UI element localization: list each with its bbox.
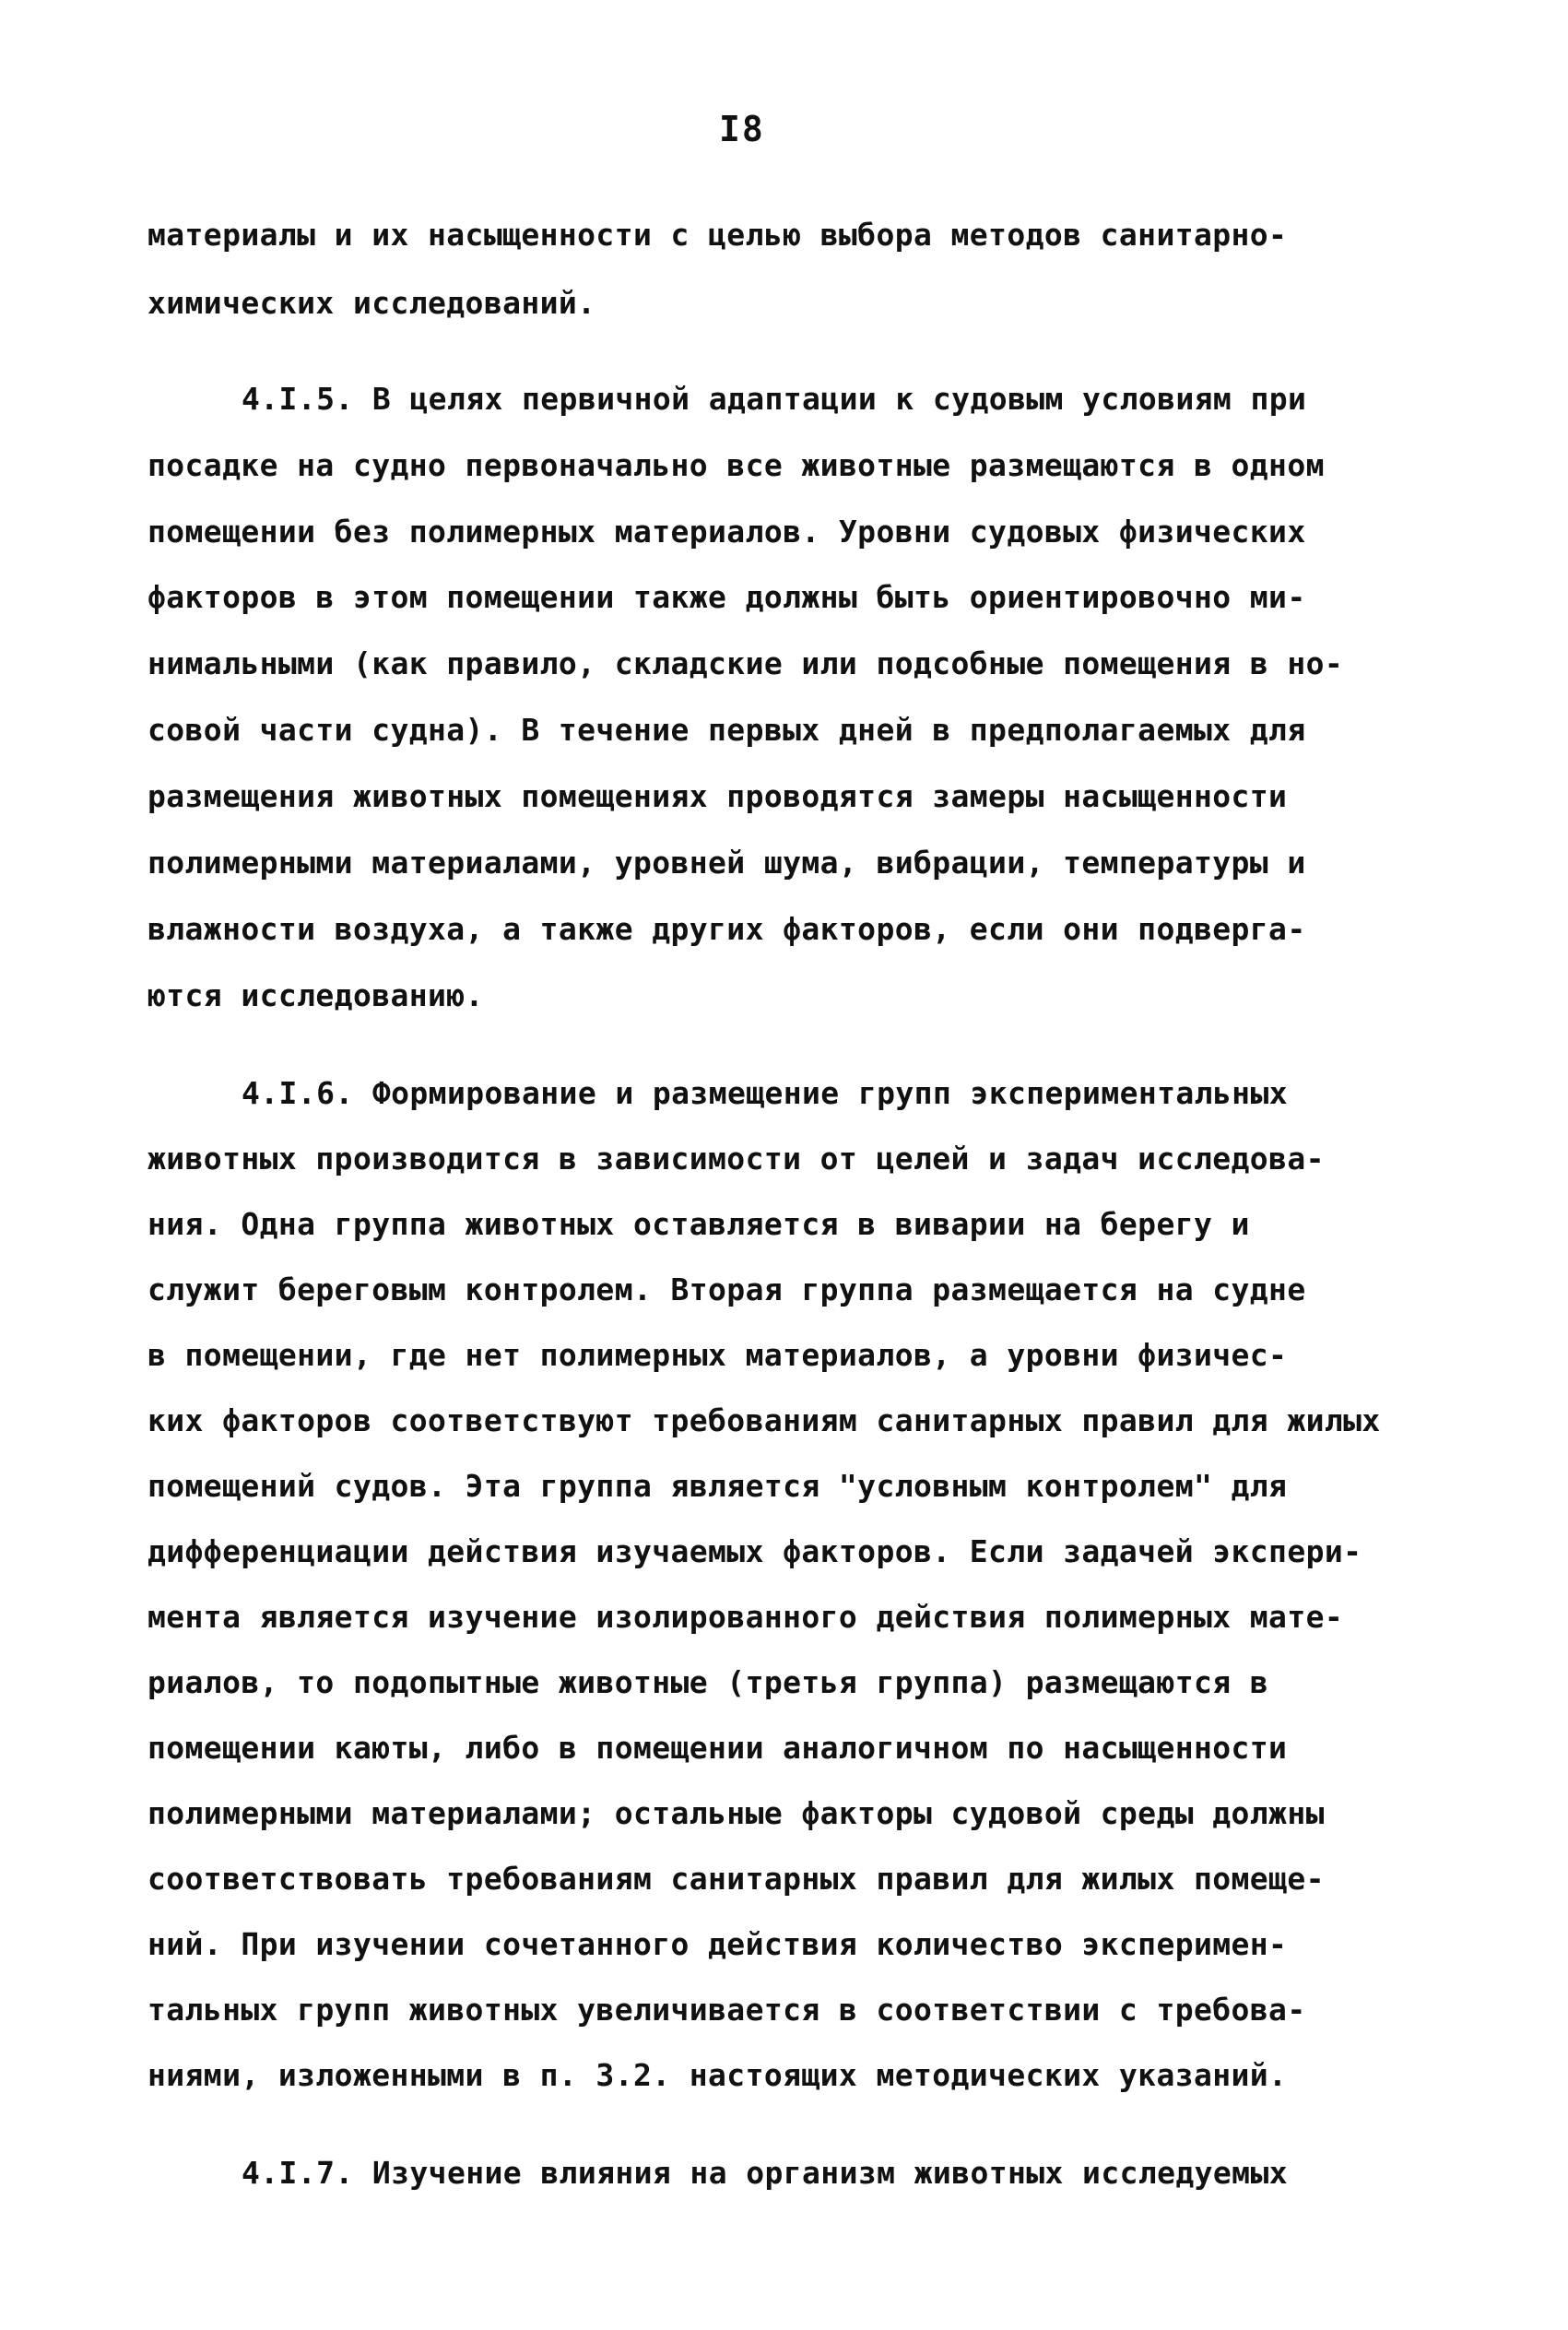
- text-line: тальных групп животных увеличивается в соответствии с требова-: [147, 1992, 1306, 2028]
- text-line: мента является изучение изолированного действия полимерных мате-: [147, 1599, 1344, 1635]
- text-line: помещении без полимерных материалов. Уровни судовых физических: [147, 514, 1306, 550]
- text-line: влажности воздуха, а также других факторов, если они подверга-: [147, 911, 1306, 947]
- text-line: соответствовать требованиям санитарных правил для жилых помеще-: [147, 1861, 1325, 1897]
- text-line: ются исследованию.: [147, 977, 484, 1013]
- text-line: риалов, то подопытные животные (третья группа) размещаются в: [147, 1664, 1269, 1700]
- text-line: полимерными материалами; остальные факторы судовой среды должны: [147, 1795, 1325, 1831]
- text-line: посадке на судно первоначально все животные размещаются в одном: [147, 447, 1325, 483]
- text-line: животных производится в зависимости от целей и задач исследова-: [147, 1141, 1325, 1177]
- text-line: совой части судна). В течение первых дней в предполагаемых для: [147, 712, 1306, 748]
- text-line: химических исследований.: [147, 285, 596, 321]
- text-line: ний. При изучении сочетанного действия количество эксперимен-: [147, 1926, 1288, 1962]
- paragraph-4-1-5-first-line: 4.I.5. В целях первичной адаптации к судовым условиям при: [242, 381, 1307, 417]
- text-line: служит береговым контролем. Вторая группа размещается на судне: [147, 1271, 1306, 1307]
- page-number: I8: [719, 109, 765, 149]
- text-line: факторов в этом помещении также должны быть ориентировочно ми-: [147, 579, 1306, 615]
- paragraph-4-1-7-first-line: 4.I.7. Изучение влияния на организм животных исследуемых: [242, 2155, 1288, 2191]
- text-line: ниями, изложенными в п. 3.2. настоящих методических указаний.: [147, 2057, 1288, 2093]
- text-line: дифференциации действия изучаемых факторов. Если задачей экспери-: [147, 1533, 1362, 1569]
- text-line: нимальными (как правило, складские или подсобные помещения в но-: [147, 645, 1344, 681]
- text-line: ких факторов соответствуют требованиям санитарных правил для жилых: [147, 1402, 1381, 1438]
- paragraph-4-1-6-first-line: 4.I.6. Формирование и размещение групп экспериментальных: [242, 1075, 1288, 1111]
- text-line: помещений судов. Эта группа является "условным контролем" для: [147, 1468, 1288, 1504]
- text-line: материалы и их насыщенности с целью выбора методов санитарно-: [147, 217, 1288, 253]
- text-line: полимерными материалами, уровней шума, вибрации, температуры и: [147, 845, 1306, 881]
- text-line: размещения животных помещениях проводятся замеры насыщенности: [147, 778, 1288, 814]
- text-line: ния. Одна группа животных оставляется в виварии на берегу и: [147, 1206, 1250, 1242]
- text-line: в помещении, где нет полимерных материалов, а уровни физичес-: [147, 1337, 1288, 1373]
- text-line: помещении каюты, либо в помещении аналогичном по насыщенности: [147, 1730, 1288, 1766]
